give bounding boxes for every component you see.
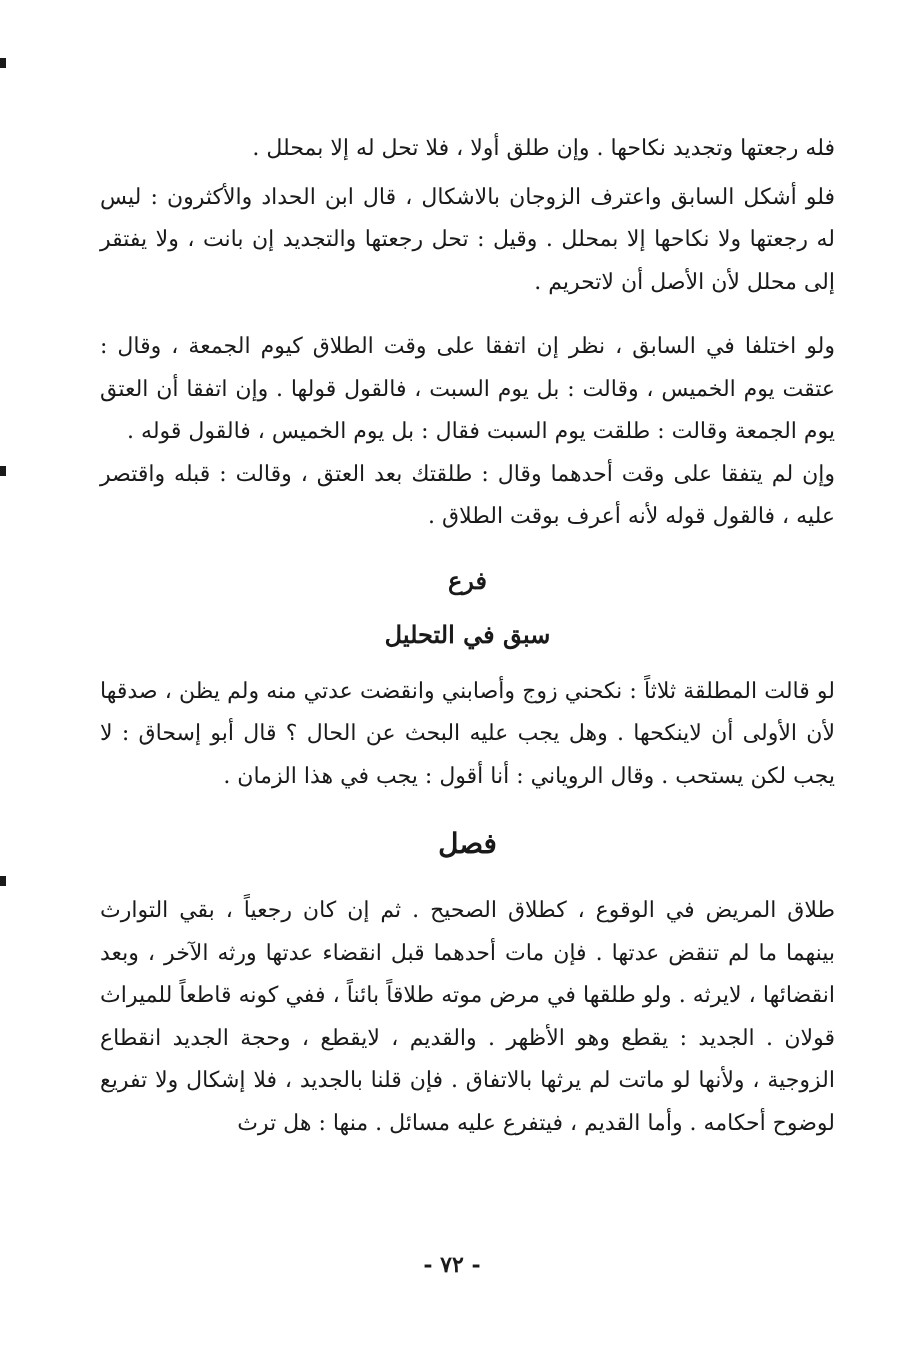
scan-edge-mark-middle (0, 466, 6, 476)
scan-edge-mark-lower (0, 876, 6, 886)
paragraph-continuation: فله رجعتها وتجديد نكاحها . وإن طلق أولا ، فلا تحل له إلا بمحلل . (252, 136, 835, 161)
page-body (100, 128, 835, 1145)
paragraph-tahlil: لو قالت المطلقة ثلاثاً : نكحني زوج وأصابني وانقضت عدتي منه ولم يظن ، صدقها لأن الأولى أن لاينكحها . وهل يجب عليه البحث عن الحال ؟ قال أبو إسحاق : لا يجب لكن يستحب . وقال الروياني : أنا أقول : يجب في هذا الزمان . (100, 678, 835, 789)
paragraph-no-agreement: وإن لم يتفقا على وقت أحدهما وقال : طلقتك بعد العتق ، وقالت : قبله واقتصر عليه ، فالقول قوله لأنه أعرف بوقت الطلاق . (100, 461, 835, 529)
section-heading-fasl: فصل (438, 827, 497, 860)
paragraph-dispute: ولو اختلفا في السابق ، نظر إن اتفقا على وقت الطلاق كيوم الجمعة ، وقال : عتقت يوم الخميس ، وقالت : بل يوم السبت ، فالقول قولها . وإن اتفقا أن العتق يوم الجمعة وقالت : طلقت يوم السبت فقال : بل يوم الخميس ، فالقول قوله . (100, 334, 835, 444)
section-heading-far: فرع (447, 565, 488, 595)
scan-edge-mark-top (0, 58, 6, 68)
paragraph-ambiguity: فلو أشكل السابق واعترف الزوجان بالاشكال ، قال ابن الحداد والأكثرون : ليس له رجعتها ولا نكاحها إلا بمحلل . وقيل : تحل رجعتها والتجديد إن بانت ، ولا يفتقر إلى محلل لأن الأصل أن لاتحريم . (100, 184, 835, 295)
page-number: - ٧٢ - (423, 1252, 481, 1278)
paragraph-sick-divorce: طلاق المريض في الوقوع ، كطلاق الصحيح . ثم إن كان رجعياً ، بقي التوارث بينهما ما لم تنقض عدتها . فإن مات أحدهما قبل انقضاء عدتها ورثه الآخر ، وبعد انقضائها ، لايرثه . ولو طلقها في مرض موته طلاقاً بائناً ، ففي كونه قاطعاً للميراث قولان . الجديد : يقطع وهو الأظهر . والقديم ، لايقطع ، وحجة الجديد انقطاع الزوجية ، ولأنها لو ماتت لم يرثها بالاتفاق . فإن قلنا بالجديد ، فلا إشكال ولا تفريع لوضوح أحكامه . وأما القديم ، فيتفرع عليه مسائل . منها : هل ترث (100, 898, 835, 1136)
section-subheading-tahlil: سبق في التحليل (384, 619, 551, 649)
